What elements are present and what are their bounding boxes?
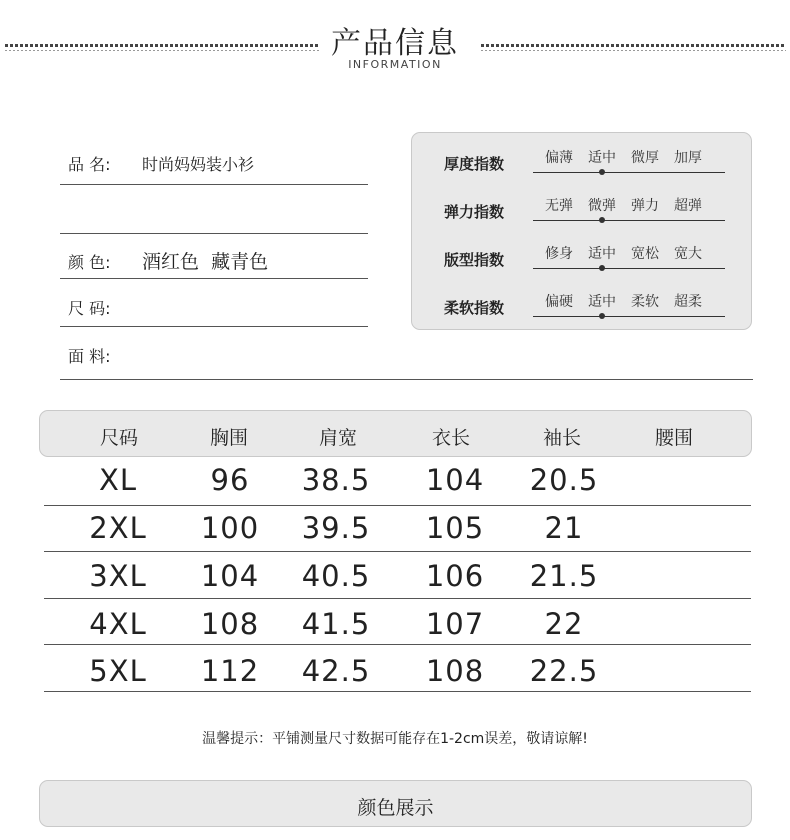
cell-shoulder: 38.5 — [301, 463, 371, 497]
cell-size: 4XL — [89, 607, 147, 641]
index-option: 柔软 — [631, 294, 659, 310]
cell-sleeve: 20.5 — [529, 463, 599, 497]
index-option: 偏薄 — [545, 150, 573, 166]
fabric-index-panel — [411, 132, 752, 330]
index-scale-line — [533, 172, 725, 173]
cell-length: 104 — [425, 463, 485, 497]
color-display-title: 颜色展示 — [357, 797, 434, 819]
index-option: 适中 — [588, 246, 616, 262]
col-header-size: 尺码 — [99, 427, 138, 449]
cell-chest: 104 — [200, 559, 260, 593]
cell-sleeve: 22 — [544, 607, 584, 641]
color-value: 酒红色 藏青色 — [142, 251, 269, 273]
index-marker — [599, 217, 605, 223]
index-scale-line — [533, 220, 725, 221]
cell-sleeve: 21.5 — [529, 559, 599, 593]
index-option: 宽松 — [631, 246, 659, 262]
cell-sleeve: 21 — [544, 511, 584, 545]
col-header-waist: 腰围 — [654, 427, 693, 449]
cell-chest: 96 — [210, 463, 250, 497]
index-option: 无弹 — [545, 198, 573, 214]
index-option: 超柔 — [674, 294, 702, 310]
header-subtitle: INFORMATION — [348, 58, 442, 71]
measurement-tip: 温馨提示：平铺测量尺寸数据可能存在1-2cm误差，敬请谅解! — [202, 731, 588, 747]
row-divider — [44, 644, 751, 645]
header-title: 产品信息 — [331, 26, 459, 61]
softness-index-row — [412, 281, 751, 329]
index-scale-line — [533, 316, 725, 317]
index-marker — [599, 169, 605, 175]
thickness-index-row — [412, 137, 751, 185]
cell-length: 105 — [425, 511, 485, 545]
cell-length: 106 — [425, 559, 485, 593]
col-header-shoulder: 肩宽 — [318, 427, 357, 449]
material-label: 面 料: — [68, 347, 111, 366]
index-option: 加厚 — [674, 150, 702, 166]
row-divider — [44, 598, 751, 599]
divider — [60, 278, 368, 279]
cell-shoulder: 39.5 — [301, 511, 371, 545]
index-option: 修身 — [545, 246, 573, 262]
col-header-sleeve: 袖长 — [542, 427, 581, 449]
row-divider — [44, 551, 751, 552]
index-option: 微弹 — [588, 198, 616, 214]
row-divider — [44, 505, 751, 506]
index-marker — [599, 313, 605, 319]
index-option: 超弹 — [674, 198, 702, 214]
cell-sleeve: 22.5 — [529, 654, 599, 688]
color-label: 颜 色: — [68, 253, 111, 272]
index-scale-line — [533, 268, 725, 269]
index-option: 偏硬 — [545, 294, 573, 310]
divider — [60, 326, 368, 327]
cell-shoulder: 41.5 — [301, 607, 371, 641]
size-table-header — [39, 410, 752, 457]
cell-shoulder: 42.5 — [301, 654, 371, 688]
index-name: 柔软指数 — [444, 299, 505, 317]
size-label: 尺 码: — [68, 299, 111, 318]
index-name: 厚度指数 — [444, 155, 505, 173]
index-marker — [599, 265, 605, 271]
product-name-value: 时尚妈妈装小衫 — [142, 155, 255, 174]
index-option: 适中 — [588, 294, 616, 310]
cell-length: 108 — [425, 654, 485, 688]
index-option: 适中 — [588, 150, 616, 166]
cell-size: 3XL — [89, 559, 147, 593]
index-option: 弹力 — [631, 198, 659, 214]
cell-size: 5XL — [89, 654, 147, 688]
col-header-chest: 胸围 — [209, 427, 248, 449]
cell-shoulder: 40.5 — [301, 559, 371, 593]
index-option: 宽大 — [674, 246, 702, 262]
cell-chest: 100 — [200, 511, 260, 545]
product-name-label: 品 名: — [68, 155, 111, 174]
index-name: 弹力指数 — [444, 203, 505, 221]
index-name: 版型指数 — [444, 251, 505, 269]
cell-chest: 112 — [200, 654, 260, 688]
divider — [60, 184, 368, 185]
divider — [60, 233, 368, 234]
cell-size: 2XL — [89, 511, 147, 545]
cell-length: 107 — [425, 607, 485, 641]
row-divider — [44, 691, 751, 692]
divider — [60, 379, 753, 380]
col-header-length: 衣长 — [431, 427, 470, 449]
elasticity-index-row — [412, 185, 751, 233]
color-display-header — [39, 780, 752, 827]
cell-chest: 108 — [200, 607, 260, 641]
index-option: 微厚 — [631, 150, 659, 166]
fit-index-row — [412, 233, 751, 281]
cell-size: XL — [98, 463, 138, 497]
